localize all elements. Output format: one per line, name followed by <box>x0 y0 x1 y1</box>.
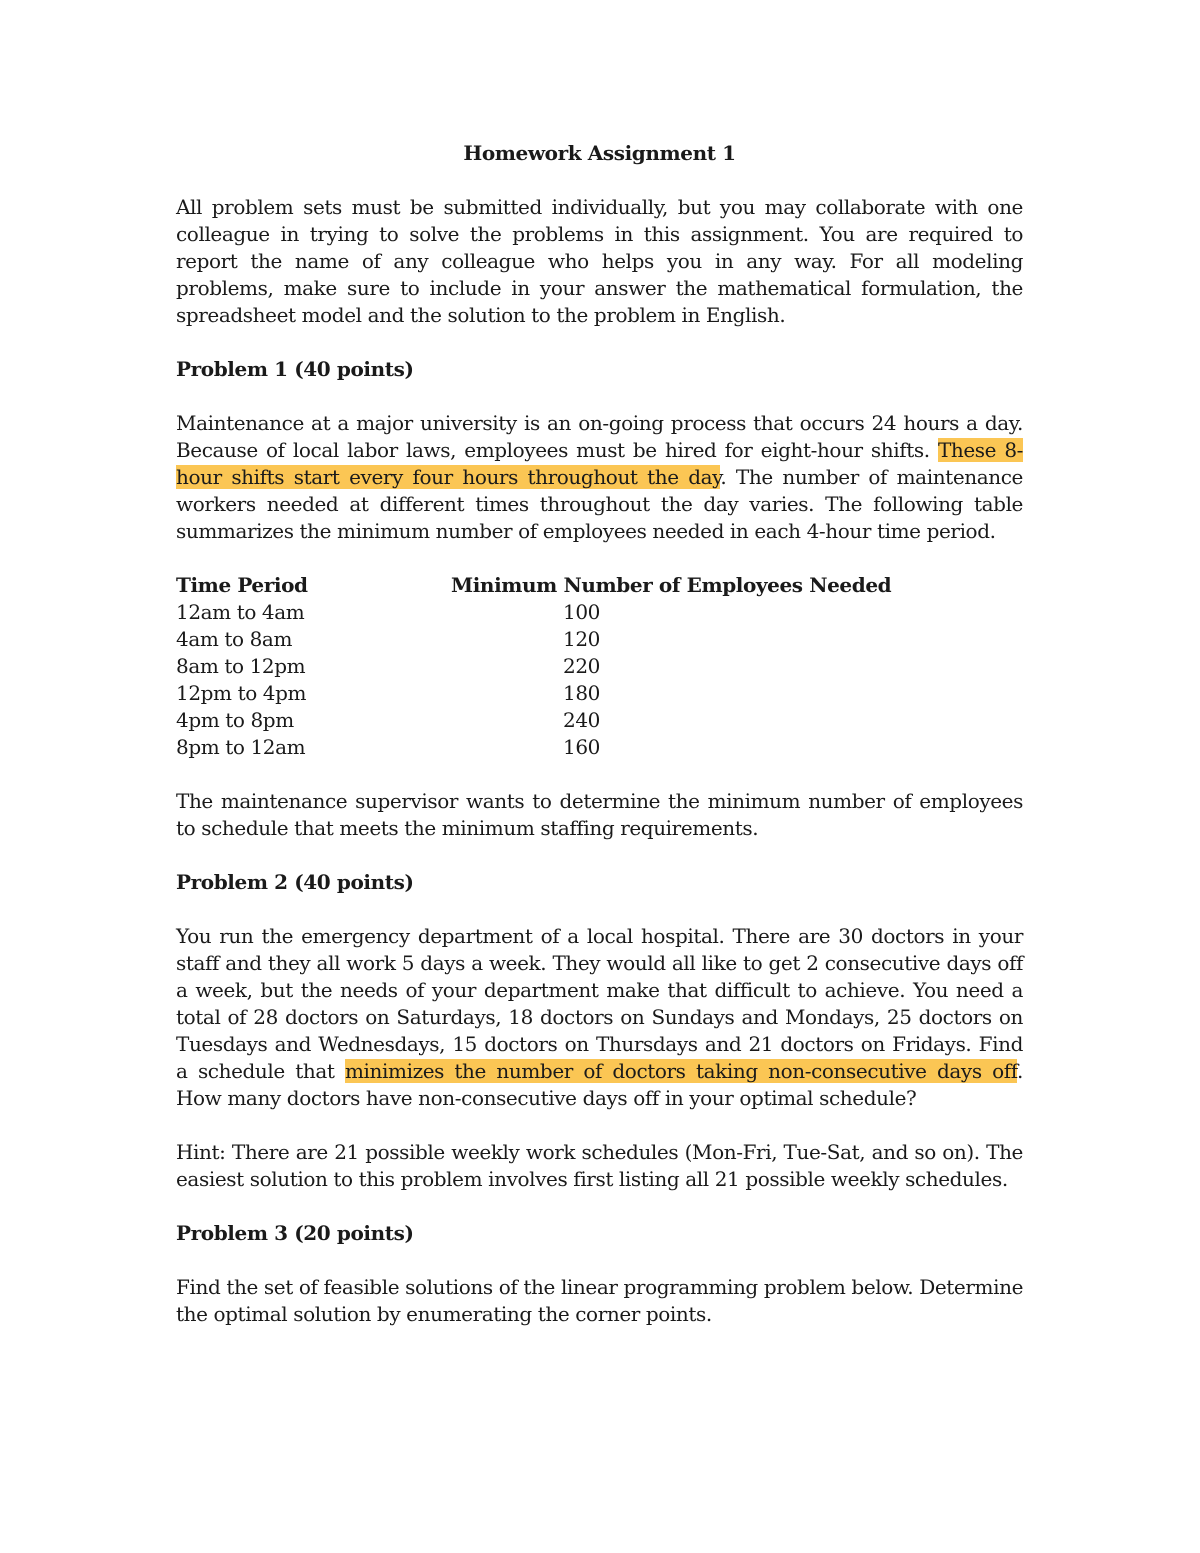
problem-1-paragraph <box>176 410 1023 545</box>
problem-3-heading: Problem 3 (20 points) <box>176 1221 414 1245</box>
table-row <box>176 680 1023 707</box>
problem-2-text-b: . How many doctors have non-consecutive days off in your optimal schedule? <box>176 1059 1024 1110</box>
document-page <box>176 140 1023 1355</box>
table-row <box>176 626 1023 653</box>
cell-needed: 240 <box>563 708 600 732</box>
table-header-row <box>176 572 1023 599</box>
problem-2-paragraph <box>176 923 1023 1112</box>
problem-1-heading: Problem 1 (40 points) <box>176 357 414 381</box>
problem-2-heading: Problem 2 (40 points) <box>176 870 414 894</box>
cell-needed: 160 <box>563 735 600 759</box>
problem-1-text-b: . The number of maintenance workers needed at different times throughout the day varies. The following table summarizes the minimum number of employees needed in each 4-hour time period. <box>176 465 1023 543</box>
problem-2-highlight: minimizes the number of doctors taking non-consecutive days off <box>344 1059 1018 1083</box>
problem-1-highlight: These 8-hour shifts start every four hours throughout the day <box>176 438 1023 489</box>
cell-period: 4pm to 8pm <box>176 708 294 732</box>
cell-needed: 180 <box>563 681 600 705</box>
staffing-table <box>176 572 1023 761</box>
page-title: Homework Assignment 1 <box>463 141 736 165</box>
cell-needed: 100 <box>563 600 600 624</box>
cell-period: 12am to 4am <box>176 600 305 624</box>
cell-needed: 220 <box>563 654 600 678</box>
table-row <box>176 599 1023 626</box>
table-row <box>176 653 1023 680</box>
header-employees-needed: Minimum Number of Employees Needed <box>451 573 892 597</box>
problem-1-closing: The maintenance supervisor wants to determine the minimum number of employees to schedule that meets the minimum staffing requirements. <box>176 789 1023 840</box>
problem-3-paragraph: Find the set of feasible solutions of the linear programming problem below. Determine the optimal solution by enumerating the corner points. <box>176 1275 1023 1326</box>
problem-2-text-a: You run the emergency department of a local hospital. There are 30 doctors in your staff and they all work 5 days a week. They would all like to get 2 consecutive days off a week, but the needs of your department make that difficult to achieve. You need a total of 28 doctors on Saturdays, 18 doctors on Sundays and Mondays, 25 doctors on Tuesdays and Wednesdays, 15 doctors on Thursdays and 21 doctors on Fridays. Find a schedule that <box>176 924 1023 1083</box>
table-row <box>176 707 1023 734</box>
header-time-period: Time Period <box>176 573 308 597</box>
cell-period: 8pm to 12am <box>176 735 306 759</box>
problem-2-hint: Hint: There are 21 possible weekly work schedules (Mon-Fri, Tue-Sat, and so on). The easiest solution to this problem involves first listing all 21 possible weekly schedules. <box>176 1140 1023 1191</box>
cell-period: 12pm to 4pm <box>176 681 307 705</box>
intro-paragraph: All problem sets must be submitted individually, but you may collaborate with one colleague in trying to solve the problems in this assignment. You are required to report the name of any colleague who helps you in any way. For all modeling problems, make sure to include in your answer the mathematical formulation, the spreadsheet model and the solution to the problem in English. <box>176 195 1023 327</box>
cell-period: 4am to 8am <box>176 627 293 651</box>
cell-needed: 120 <box>563 627 600 651</box>
table-row <box>176 734 1023 761</box>
cell-period: 8am to 12pm <box>176 654 306 678</box>
problem-1-text-a: Maintenance at a major university is an on-going process that occurs 24 hours a day. Because of local labor laws, employees must be hired for eight-hour shifts. <box>176 411 1023 462</box>
